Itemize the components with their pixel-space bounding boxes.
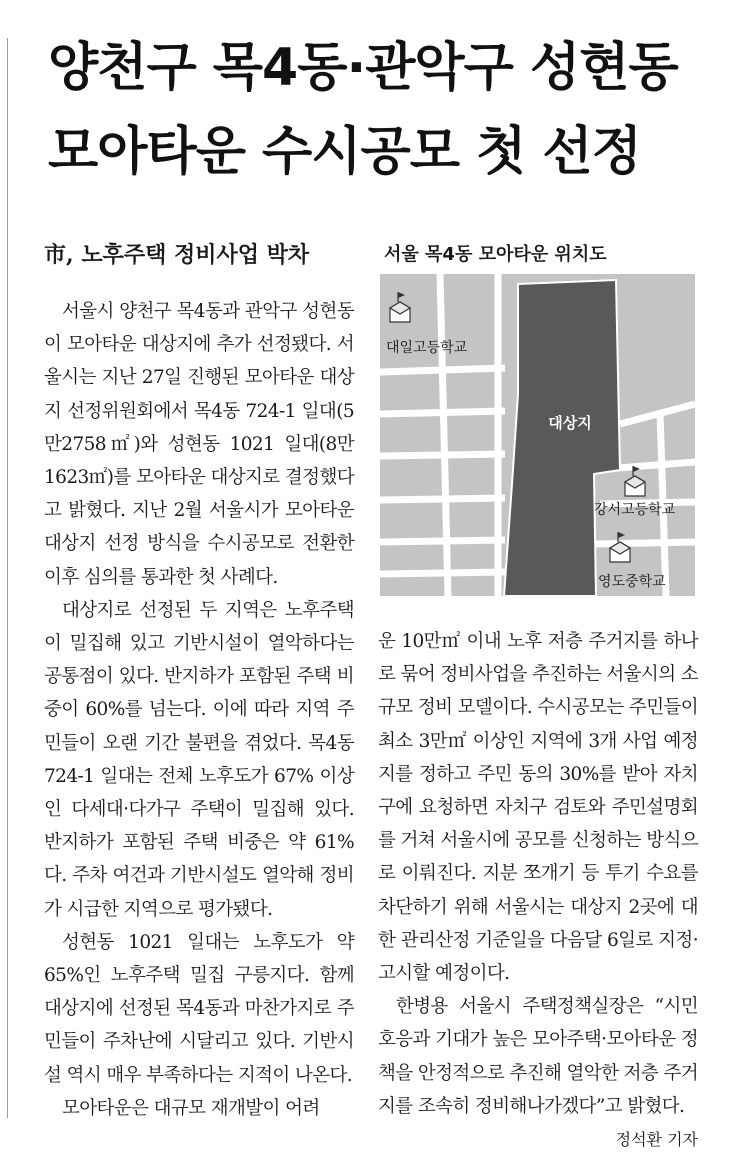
article-paragraph-text: 한병용 서울시 주택정책실장은 “시민 호응과 기대가 높은 모아주택·모아타운 정책을 안정적으로 추진해 열악한 저층 주거지를 조속히 정비해나가겠다”고 밝혔다. [378,996,699,1117]
school-label-gangseo: 강서고등학교 [594,502,676,518]
location-map [380,274,695,596]
subheadline: 市, 노후주택 정비사업 박차 [44,242,310,268]
headline-line-2: 모아타운 수시공모 첫 선정 [48,122,641,182]
school-label-daeil: 대일고등학교 [386,340,468,356]
target-area-label: 대상지 [548,414,592,432]
article-paragraph: 대상지로 선정된 두 지역은 노후주택이 밀집해 있고 기반시설이 열악하다는 공통점이 있다. 반지하가 포함된 주택 비중이 60%를 넘는다. 이에 따라 지역 주민들이 오랜 기간 불편을 겪었다. 목4동 724-1 일대는 전체 노후도가 67% 이상인 다세대·다가구 주택이 밀집해 있다. 반지하가 포함된 주택 비중은 약 61%다. 주차 여건과 기반시설도 열악해 정비가 시급한 지역으로 평가됐다. [44,599,354,920]
article-paragraph: 모아타운은 대규모 재개발이 어려 [62,1097,320,1119]
article-paragraph: 서울시 양천구 목4동과 관악구 성현동이 모아타운 대상지에 추가 선정됐다. 서울시는 지난 27일 진행된 모아타운 대상지 선정위원회에서 목4동 724-1 일대(5만2758㎡)와 성현동 1021 일대(8만1623㎡)를 모아타운 대상지로 결정했다고 밝혔다. 지난 2월 서울시가 모아타운 대상지 선정 방식을 수시공모로 전환한 이후 심의를 통과한 첫 사례다. [44,301,354,588]
map-title: 서울 목4동 모아타운 위치도 [384,244,607,265]
article-paragraph [378,990,699,1150]
article-paragraph: 성현동 1021 일대는 노후도가 약 65%인 노후주택 밀집 구릉지다. 함께 대상지에 선정된 목4동과 마찬가지로 주민들이 주차난에 시달리고 있다. 기반시설 역시 매우 부족하다는 지적이 나온다. [44,931,354,1086]
article-paragraph: 운 10만㎡ 이내 노후 저층 주거지를 하나로 묶어 정비사업을 추진하는 서울시의 소규모 정비 모델이다. 수시공모는 주민들이 최소 3만㎡ 이상인 지역에 3개 사업 예정지를 정하고 주민 동의 30%를 받아 자치구에 요청하면 자치구 검토와 주민설명회를 거쳐 서울시에 공모를 신청하는 방식으로 이뤄진다. 지분 쪼개기 등 투기 수요를 차단하기 위해 서울시는 대상지 2곳에 대한 관리산정 기준일을 다음달 6일로 지정·고시할 예정이다. [378,631,699,985]
article-column-left [44,295,354,1125]
headline-line-1: 양천구 목4동·관악구 성현동 [48,38,678,98]
byline: 정석환 기자 [615,1130,698,1150]
column-rule [7,38,8,1118]
article-column-right [378,625,698,1156]
school-label-yeongdo: 영도중학교 [598,574,666,590]
